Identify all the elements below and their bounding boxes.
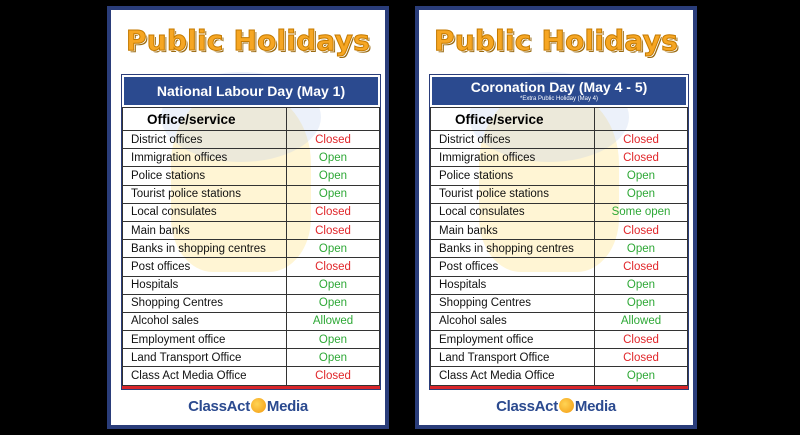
- status-cell: Open: [595, 294, 688, 312]
- table-row: [123, 131, 380, 149]
- status-cell: Closed: [287, 131, 380, 149]
- service-cell: Hospitals: [431, 276, 595, 294]
- table-row: [123, 331, 380, 349]
- classact-media-logo: [419, 398, 693, 415]
- column-header-status: [595, 108, 688, 131]
- table-row: [123, 312, 380, 330]
- status-cell: Closed: [595, 331, 688, 349]
- service-cell: Land Transport Office: [431, 349, 595, 367]
- status-cell: Closed: [287, 367, 380, 385]
- status-cell: Open: [287, 276, 380, 294]
- table-row: [431, 203, 688, 221]
- classact-media-logo: [111, 398, 385, 415]
- holiday-header: [430, 75, 688, 107]
- table-row: [431, 331, 688, 349]
- holiday-table-wrap: [429, 74, 689, 390]
- table-row: [123, 203, 380, 221]
- service-cell: Hospitals: [123, 276, 287, 294]
- service-cell: Immigration offices: [431, 149, 595, 167]
- status-cell: Open: [287, 331, 380, 349]
- service-cell: Class Act Media Office: [123, 367, 287, 385]
- service-cell: Land Transport Office: [123, 349, 287, 367]
- service-cell: Shopping Centres: [431, 294, 595, 312]
- service-cell: Class Act Media Office: [431, 367, 595, 385]
- service-cell: Alcohol sales: [123, 312, 287, 330]
- status-cell: Closed: [595, 349, 688, 367]
- table-row: [431, 149, 688, 167]
- service-cell: Employment office: [123, 331, 287, 349]
- service-cell: Shopping Centres: [123, 294, 287, 312]
- service-cell: District offices: [431, 131, 595, 149]
- status-cell: Open: [595, 367, 688, 385]
- status-cell: Open: [595, 240, 688, 258]
- service-cell: Alcohol sales: [431, 312, 595, 330]
- service-cell: Tourist police stations: [123, 185, 287, 203]
- table-row: [123, 149, 380, 167]
- status-cell: Allowed: [595, 312, 688, 330]
- holiday-name: Coronation Day (May 4 - 5): [470, 79, 648, 95]
- service-cell: Police stations: [431, 167, 595, 185]
- table-row: [123, 367, 380, 385]
- card-title: Public Holidays: [126, 24, 370, 57]
- service-cell: Employment office: [431, 331, 595, 349]
- table-row: [431, 258, 688, 276]
- table-row: [123, 349, 380, 367]
- status-cell: Closed: [595, 221, 688, 239]
- service-cell: Main banks: [431, 221, 595, 239]
- logo-text-left: ClassAct: [496, 398, 558, 415]
- table-row: [431, 185, 688, 203]
- status-cell: Closed: [287, 258, 380, 276]
- table-row: [431, 312, 688, 330]
- holiday-table: [430, 107, 688, 386]
- table-row: [123, 221, 380, 239]
- holiday-header: [122, 75, 380, 107]
- status-cell: Closed: [595, 131, 688, 149]
- red-divider: [122, 386, 380, 389]
- table-row: [123, 240, 380, 258]
- holiday-note: *Extra Public Holiday (May 4): [519, 96, 599, 102]
- status-cell: Allowed: [287, 312, 380, 330]
- service-cell: Immigration offices: [123, 149, 287, 167]
- table-row: [431, 367, 688, 385]
- logo-text-left: ClassAct: [188, 398, 250, 415]
- table-row: [123, 185, 380, 203]
- status-cell: Open: [287, 294, 380, 312]
- card-inner: [419, 10, 693, 425]
- status-cell: Open: [595, 185, 688, 203]
- sun-icon: [559, 398, 574, 413]
- status-cell: Closed: [595, 149, 688, 167]
- status-cell: Some open: [595, 203, 688, 221]
- card-inner: [111, 10, 385, 425]
- service-cell: Local consulates: [431, 203, 595, 221]
- table-row: [431, 349, 688, 367]
- column-header-status: [287, 108, 380, 131]
- table-row: [431, 240, 688, 258]
- service-cell: Banks in shopping centres: [431, 240, 595, 258]
- holiday-name: National Labour Day (May 1): [156, 83, 346, 99]
- status-cell: Closed: [595, 258, 688, 276]
- service-cell: Tourist police stations: [431, 185, 595, 203]
- logo-text-right: Media: [574, 398, 616, 415]
- table-row: [123, 167, 380, 185]
- service-cell: Police stations: [123, 167, 287, 185]
- card-title: Public Holidays: [434, 24, 678, 57]
- table-row: [123, 258, 380, 276]
- table-row: [431, 221, 688, 239]
- table-row: [431, 276, 688, 294]
- table-row: [123, 276, 380, 294]
- table-row: [431, 294, 688, 312]
- service-cell: Post offices: [123, 258, 287, 276]
- holiday-card-labour-day: [107, 6, 389, 429]
- status-cell: Open: [287, 185, 380, 203]
- column-header-service: Office/service: [123, 108, 287, 131]
- red-divider: [430, 386, 688, 389]
- status-cell: Open: [287, 149, 380, 167]
- table-row: [431, 131, 688, 149]
- holiday-table: [122, 107, 380, 386]
- status-cell: Open: [595, 276, 688, 294]
- column-header-service: Office/service: [431, 108, 595, 131]
- service-cell: Local consulates: [123, 203, 287, 221]
- service-cell: Banks in shopping centres: [123, 240, 287, 258]
- service-cell: District offices: [123, 131, 287, 149]
- service-cell: Post offices: [431, 258, 595, 276]
- status-cell: Closed: [287, 221, 380, 239]
- status-cell: Open: [287, 349, 380, 367]
- table-row: [123, 294, 380, 312]
- logo-text-right: Media: [266, 398, 308, 415]
- status-cell: Closed: [287, 203, 380, 221]
- status-cell: Open: [595, 167, 688, 185]
- holiday-card-coronation-day: [415, 6, 697, 429]
- status-cell: Open: [287, 240, 380, 258]
- status-cell: Open: [287, 167, 380, 185]
- sun-icon: [251, 398, 266, 413]
- table-row: [431, 167, 688, 185]
- service-cell: Main banks: [123, 221, 287, 239]
- holiday-table-wrap: [121, 74, 381, 390]
